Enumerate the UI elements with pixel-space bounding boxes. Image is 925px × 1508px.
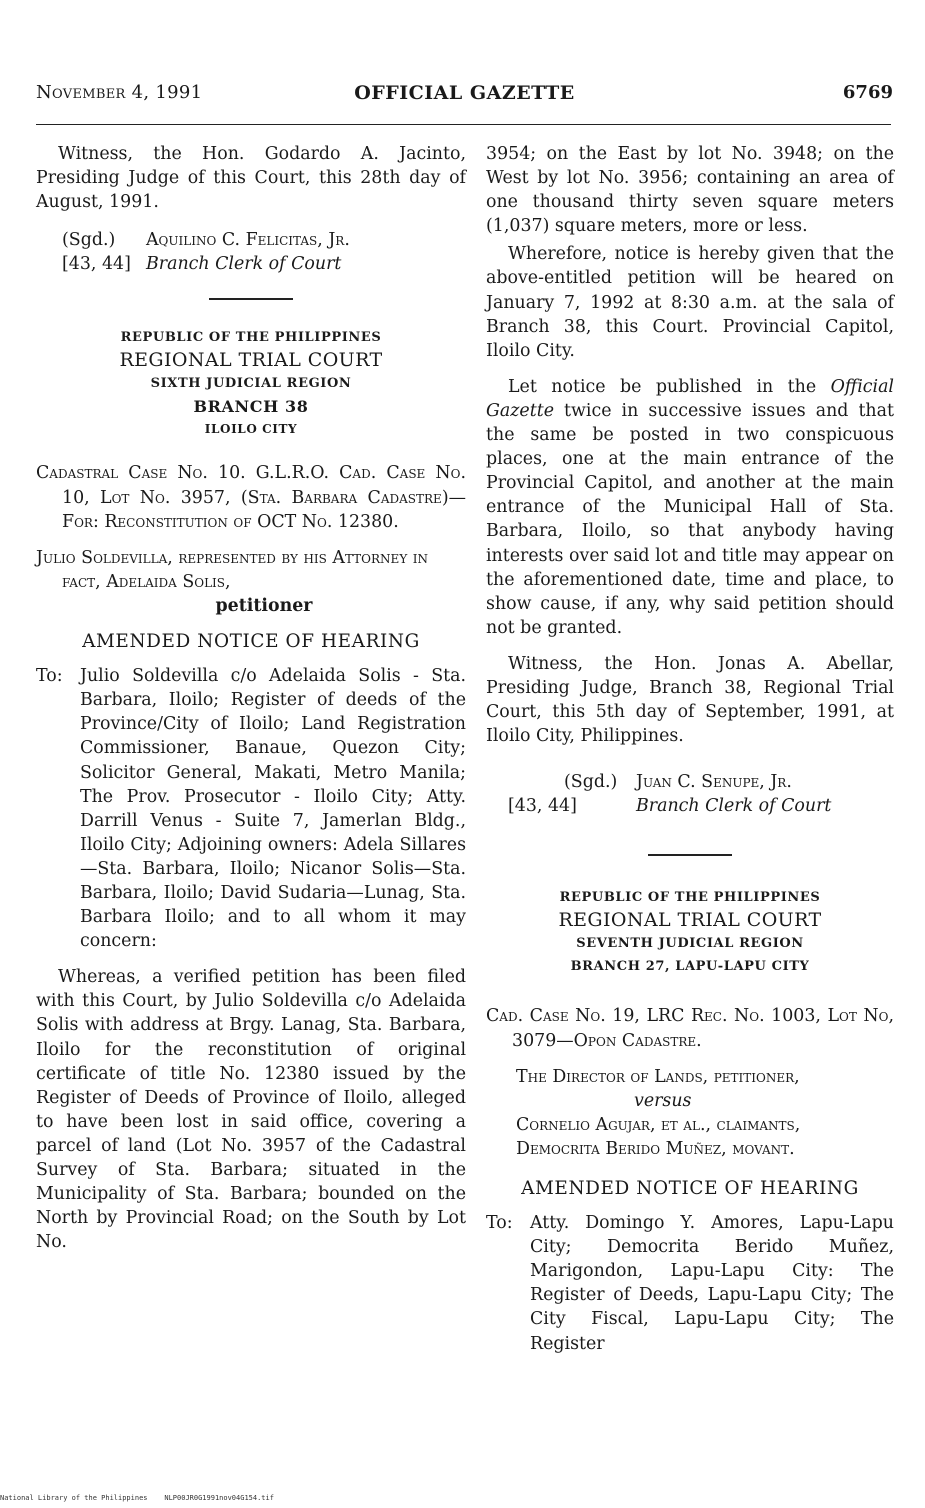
signed-mark-2: (Sgd.) bbox=[564, 772, 618, 793]
addressees bbox=[36, 664, 466, 953]
branch-line-2: BRANCH 27, LAPU-LAPU CITY bbox=[570, 959, 810, 975]
header-rule bbox=[36, 124, 891, 125]
signatory-name: Aquilino C. Felicitas, Jr. bbox=[146, 230, 350, 251]
republic-line-2: REPUBLIC OF THE PHILIPPINES bbox=[559, 890, 821, 906]
claimants-line: Cornelio Agujar, et al., claimants, bbox=[516, 1114, 801, 1135]
section-divider bbox=[209, 298, 293, 300]
signature-block bbox=[36, 228, 466, 276]
judicial-region-2: SEVENTH JUDICIAL REGION bbox=[576, 936, 804, 952]
publication-text-pre: Let notice be published in the bbox=[508, 376, 831, 397]
witness-paragraph: Witness, the Hon. Godardo A. Jacinto, Presiding Judge of this Court, this 28th day of August, 1991. bbox=[36, 144, 466, 213]
publication-paragraph bbox=[486, 375, 894, 640]
to-label-2: To: bbox=[486, 1213, 513, 1234]
court-name-2: REGIONAL TRIAL COURT bbox=[558, 909, 822, 932]
continuation-paragraph: 3954; on the East by lot No. 3948; on the West by lot No. 3956; containing an area of one thousand thirty seven square meters (1,037) square meters, more or less. bbox=[486, 144, 894, 237]
signed-mark: (Sgd.) bbox=[62, 230, 116, 251]
addressee-list-2: Atty. Domingo Y. Amores, Lapu-Lapu City; Democrita Berido Muñez, Marigondon, Lapu-Lapu City: The Register of Deeds, Lapu-Lapu City; The City Fiscal, Lapu-Lapu City; The Register bbox=[530, 1213, 894, 1354]
gazette-name: Official Gazette bbox=[486, 376, 894, 421]
party-role: petitioner bbox=[215, 595, 313, 616]
parties-2 bbox=[486, 1065, 894, 1161]
signatory-title-2: Branch Clerk of Court bbox=[636, 796, 832, 817]
whereas-paragraph: Whereas, a verified petition has been filed with this Court, by Julio Soldevilla c/o Adelaida Solis with address at Brgy. Lanag, Sta. Barbara, Iloilo for the reconstitution of original certificate of title No. 12380 issued by the Register of Deeds of Province of Iloilo, alleged to have been lost in said office, covering a parcel of land (Lot No. 3957 of the Cadastral Survey of Sta. Barbara; situated in the Municipality of Sta. Barbara; bounded on the North by Provincial Road; on the South by Lot No. bbox=[36, 967, 466, 1253]
issue-numbers-2: [43, 44] bbox=[508, 796, 577, 817]
case-title-2: Cad. Case No. 19, LRC Rec. No. 1003, Lot No, 3079—Opon Cadastre. bbox=[486, 1006, 894, 1051]
issue-numbers: [43, 44] bbox=[62, 254, 131, 275]
petitioner-line: The Director of Lands, petitioner, bbox=[516, 1066, 800, 1087]
branch-line: BRANCH 38 bbox=[193, 397, 309, 417]
left-column bbox=[36, 142, 466, 1254]
right-column bbox=[486, 142, 894, 1356]
court-header-2 bbox=[486, 886, 894, 978]
witness-paragraph-2: Witness, the Hon. Jonas A. Abellar, Presiding Judge, Branch 38, Regional Trial Court, this 5th day of September, 1991, at Iloilo City, Philippines. bbox=[486, 653, 894, 747]
library-name: National Library of the Philippines bbox=[0, 1494, 148, 1502]
wherefore-paragraph: Wherefore, notice is hereby given that the above-entitled petition will be heared on January 7, 1992 at 8:30 a.m. at the sala of Branch 38, this Court. Provincial Capitol, Iloilo City. bbox=[486, 244, 894, 361]
to-label: To: bbox=[36, 666, 63, 687]
republic-line: REPUBLIC OF THE PHILIPPINES bbox=[120, 330, 382, 346]
versus-line: versus bbox=[634, 1090, 692, 1111]
issue-date: November 4, 1991 bbox=[36, 82, 203, 103]
addressees-2 bbox=[486, 1211, 894, 1356]
parties bbox=[36, 546, 466, 618]
publication-title: OFFICIAL GAZETTE bbox=[354, 82, 575, 104]
page-number: 6769 bbox=[842, 82, 893, 103]
parties-text: Julio Soldevilla, represented by his Attorney in fact, Adelaida Solis, bbox=[36, 547, 429, 592]
movant-line: Democrita Berido Muñez, movant. bbox=[516, 1138, 795, 1159]
court-header bbox=[36, 326, 466, 441]
section-divider-2 bbox=[648, 854, 732, 856]
publication-text-post: twice in successive issues and that the same be posted in two conspicuous places, one at the main entrance of the Provincial Capitol, and another at the main entrance of the Municipal Hall of Sta. Barbara, Iloilo, so that anybody having interests over said lot and title may appear on the aforementioned date, time and place, to show cause, if any, why said petition should not be granted. bbox=[486, 400, 894, 638]
notice-title-2: AMENDED NOTICE OF HEARING bbox=[521, 1178, 859, 1199]
scan-filename: NLP00JR0G1991nov04G154.tif bbox=[164, 1494, 274, 1502]
signatory-name-2: Juan C. Senupe, Jr. bbox=[636, 772, 792, 793]
addressee-list: Julio Soldevilla c/o Adelaida Solis - Sta. Barbara, Iloilo; Register of deeds of the Province/City of Iloilo; Land Registration Commissioner, Banaue, Quezon City; Solicitor General, Makati, Metro Manila; The Prov. Prosecutor - Iloilo City; Atty. Darrill Venus - Suite 7, Jamerlan Bldg., Iloilo City; Adjoining owners: Adela Sillares—Sta. Barbara, Iloilo; Nicanor Solis—Sta. Barbara, Iloilo; David Sudaria—Lunag, Sta. Barbara Iloilo; and to all whom it may concern: bbox=[80, 666, 466, 952]
signatory-title: Branch Clerk of Court bbox=[146, 254, 342, 275]
judicial-region: SIXTH JUDICIAL REGION bbox=[150, 376, 352, 392]
running-header bbox=[36, 82, 893, 108]
court-name: REGIONAL TRIAL COURT bbox=[119, 349, 383, 372]
case-title: Cadastral Case No. 10. G.L.R.O. Cad. Case No. 10, Lot No. 3957, (Sta. Barbara Cadastre)—For: Reconstitution of OCT No. 12380. bbox=[36, 463, 466, 532]
notice-title: AMENDED NOTICE OF HEARING bbox=[82, 631, 420, 653]
city-line: ILOILO CITY bbox=[204, 422, 298, 437]
scan-footer bbox=[0, 1494, 274, 1502]
signature-block-2 bbox=[486, 770, 894, 818]
